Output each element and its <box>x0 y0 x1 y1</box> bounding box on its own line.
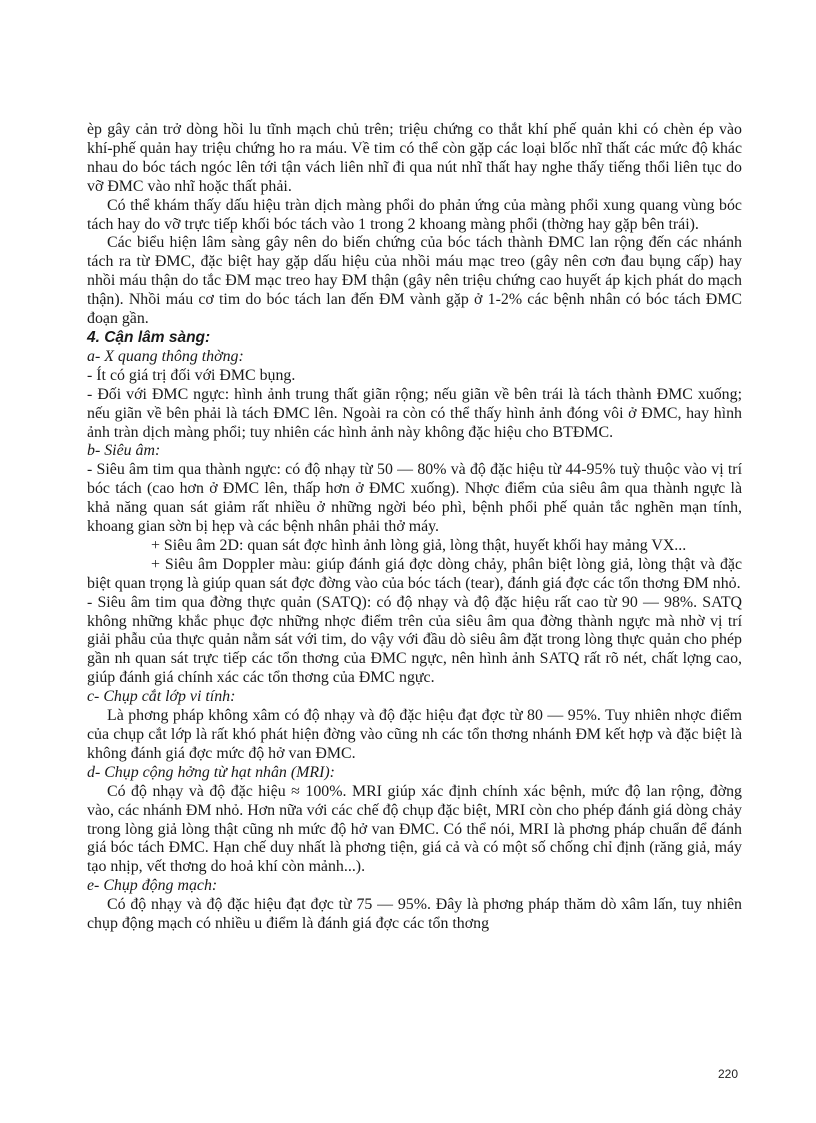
subsection-heading: e- Chụp động mạch: <box>87 877 218 895</box>
paragraph: - Siêu âm tim qua thành ngực: có độ nhạy từ 50 — 80% và độ đặc hiệu từ 44-95% tuỳ thuộc vào vị trí bóc tách (cao hơn ở ĐMC lên, thấp hơn ở ĐMC xuống). Nhợc điểm của siêu âm qua thành ngực là khả năng quan sát giảm rất nhiều ở những ngời béo phì, bệnh phổi phế quản tắc nghẽn mạn tính, khoang gian sờn bị hẹp và các bệnh nhân phải thở máy. <box>87 461 742 536</box>
paragraph: - Đối với ĐMC ngực: hình ảnh trung thất giãn rộng; nếu giãn về bên trái là tách thành ĐMC xuống; nếu giãn về bên phải là tách ĐMC lên. Ngoài ra còn có thể thấy hình ảnh đóng vôi ở ĐMC, hay hình ảnh tràn dịch màng phổi; tuy nhiên các hình ảnh này không đặc hiệu cho BTĐMC. <box>87 385 742 441</box>
paragraph: Có độ nhạy và độ đặc hiệu ≈ 100%. MRI giúp xác định chính xác bệnh, mức độ lan rộng, đờng vào, các nhánh ĐM nhỏ. Hơn nữa với các chế độ chụp đặc biệt, MRI còn cho phép đánh giá dòng chảy trong lòng giả lòng thật cũng nh mức độ hở van ĐMC. Có thể nói, MRI là phơng pháp chuẩn để đánh giá bóc tách ĐMC. Hạn chế duy nhất là phơng tiện, giá cả và có một số chống chỉ định (răng giả, máy tạo nhịp, vết thơng do hoả khí còn mảnh...). <box>87 782 742 876</box>
paragraph: Là phơng pháp không xâm có độ nhạy và độ đặc hiệu đạt đợc từ 80 — 95%. Tuy nhiên nhợc điểm của chụp cắt lớp là rất khó phát hiện đờng vào cũng nh các tổn thơng nhánh ĐM kết hợp và đặc biệt là không đánh giá đợc mức độ hở van ĐMC. <box>87 707 742 762</box>
page-number: 220 <box>718 1067 739 1081</box>
paragraph: - Ít có giá trị đối với ĐMC bụng. <box>87 366 296 384</box>
subsection-heading: c- Chụp cắt lớp vi tính: <box>87 688 236 706</box>
paragraph: + Siêu âm Doppler màu: giúp đánh giá đợc dòng chảy, phân biệt lòng giả, lòng thật và đặc biệt quan trọng là giúp quan sát đợc đờng vào của bóc tách (tear), đánh giá đợc các tổn thơng ĐM nhỏ. <box>87 555 742 592</box>
subsection-heading: b- Siêu âm: <box>87 442 161 460</box>
paragraph: Có độ nhạy và độ đặc hiệu đạt đợc từ 75 — 95%. Đây là phơng pháp thăm dò xâm lấn, tuy nhiên chụp động mạch có nhiều u điểm là đánh giá đợc các tổn thơng <box>87 896 742 933</box>
paragraph: + Siêu âm 2D: quan sát đợc hình ảnh lòng giả, lòng thật, huyết khối hay mảng VX... <box>151 536 687 554</box>
subsection-heading: d- Chụp cộng hởng từ hạt nhân (MRI): <box>87 763 335 781</box>
paragraph: - Siêu âm tim qua đờng thực quản (SATQ): có độ nhạy và độ đặc hiệu rất cao từ 90 — 98%. SATQ không những khắc phục đợc những nhợc điểm trên của siêu âm qua đờng thành ngực mà nhờ vị trí giải phẫu của thực quản nằm sát với tim, do vậy với đầu dò siêu âm đặt trong lòng thực quản cho phép gần nh quan sát trực tiếp các tổn thơng của ĐMC ngực, nên hình ảnh SATQ rất rõ nét, chất lợng cao, giúp đánh giá chính xác các tổn thơng của ĐMC ngực. <box>87 593 742 687</box>
paragraph: Có thể khám thấy dấu hiệu tràn dịch màng phổi do phản ứng của màng phổi xung quang vùng bóc tách hay do vỡ trực tiếp khối bóc tách vào 1 trong 2 khoang màng phổi (thờng hay gặp bên trái). <box>87 196 742 233</box>
section-heading: 4. Cận lâm sàng: <box>87 328 211 346</box>
paragraph: Các biểu hiện lâm sàng gây nên do biến chứng của bóc tách thành ĐMC lan rộng đến các nhánh tách ra từ ĐMC, đặc biệt hay gặp dấu hiệu của nhồi máu mạc treo (gây nên cơn đau bụng cấp) hay nhồi máu thận do tắc ĐM mạc treo hay ĐM thận (gây nên triệu chứng cao huyết áp kịch phát do mạch thận). Nhồi máu cơ tim do bóc tách lan đến ĐM vành gặp ở 1-2% các bệnh nhân có bóc tách ĐMC đoạn gần. <box>87 234 742 328</box>
paragraph: èp gây cản trở dòng hồi lu tĩnh mạch chủ trên; triệu chứng co thắt khí phế quản khi có chèn ép vào khí-phế quản hay triệu chứng ho ra máu. Về tim có thể còn gặp các loại blốc nhĩ thất các mức độ khác nhau do bóc tách ngóc lên tới tận vách liên nhĩ đi qua nút nhĩ thất hay nghe thấy tiếng thổi liên tục do vỡ ĐMC vào nhĩ hoặc thất phải. <box>87 121 742 195</box>
subsection-heading: a- X quang thông thờng: <box>87 347 244 365</box>
body-text <box>87 121 742 934</box>
